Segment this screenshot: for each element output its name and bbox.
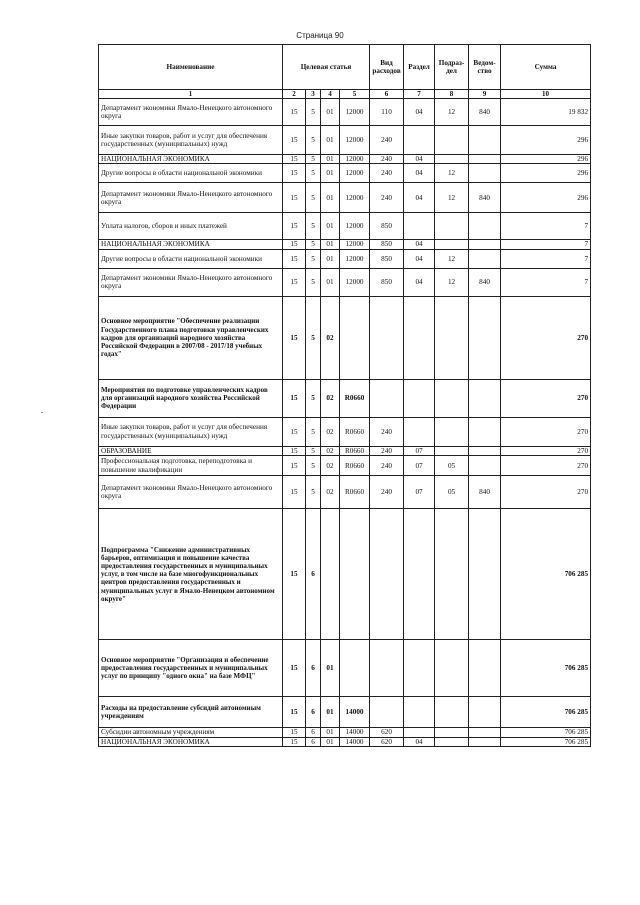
- column-number: 7: [404, 90, 435, 99]
- cell-sum: 706 285: [501, 697, 591, 728]
- cell-sum: 296: [501, 164, 591, 183]
- cell-subsection: [435, 296, 469, 379]
- cell-department: [469, 697, 501, 728]
- cell-subprogram: 5: [306, 476, 321, 509]
- cell-subprogram: 5: [306, 164, 321, 183]
- cell-direction: 12000: [340, 249, 370, 268]
- table-row: [99, 728, 591, 737]
- cell-section: [404, 417, 435, 446]
- table-row: [99, 509, 591, 640]
- cell-name: Департамент экономики Ямало-Ненецкого автономного округа: [99, 183, 283, 213]
- cell-section: 04: [404, 99, 435, 126]
- cell-department: [469, 509, 501, 640]
- table-row: [99, 640, 591, 697]
- cell-section: [404, 697, 435, 728]
- cell-subprogram: 6: [306, 640, 321, 697]
- cell-program: 15: [283, 296, 306, 379]
- cell-direction: [340, 640, 370, 697]
- cell-subsection: 05: [435, 476, 469, 509]
- cell-subsection: [435, 728, 469, 737]
- cell-direction: 12000: [340, 99, 370, 126]
- cell-name: Другие вопросы в области национальной экономики: [99, 164, 283, 183]
- cell-subsection: [435, 509, 469, 640]
- cell-direction: [340, 509, 370, 640]
- cell-program: 15: [283, 164, 306, 183]
- cell-subsection: [435, 155, 469, 164]
- cell-sum: 270: [501, 476, 591, 509]
- cell-direction: R0660: [340, 446, 370, 455]
- cell-expense-type: 240: [370, 164, 404, 183]
- table-row: [99, 697, 591, 728]
- cell-program: 15: [283, 249, 306, 268]
- cell-expense-type: [370, 296, 404, 379]
- table-row: [99, 155, 591, 164]
- cell-sum: 7: [501, 213, 591, 240]
- cell-subsection: 12: [435, 164, 469, 183]
- cell-department: [469, 640, 501, 697]
- cell-subsection: [435, 379, 469, 417]
- table-row: [99, 476, 591, 509]
- cell-subsection: 12: [435, 99, 469, 126]
- cell-subsection: [435, 213, 469, 240]
- cell-section: 07: [404, 446, 435, 455]
- cell-sum: 296: [501, 126, 591, 155]
- cell-activity: 01: [321, 640, 340, 697]
- cell-sum: 706 285: [501, 509, 591, 640]
- cell-sum: 270: [501, 379, 591, 417]
- cell-section: [404, 126, 435, 155]
- column-number: 10: [501, 90, 591, 99]
- header-target-article: Целевая статья: [283, 45, 370, 90]
- header-expense-type: Вид расходов: [370, 45, 404, 90]
- cell-name: ОБРАЗОВАНИЕ: [99, 446, 283, 455]
- cell-name: НАЦИОНАЛЬНАЯ ЭКОНОМИКА: [99, 240, 283, 249]
- table-row: [99, 183, 591, 213]
- column-number: 3: [306, 90, 321, 99]
- cell-name: Департамент экономики Ямало-Ненецкого автономного округа: [99, 268, 283, 296]
- cell-subsection: [435, 640, 469, 697]
- cell-section: 07: [404, 456, 435, 476]
- cell-subsection: [435, 446, 469, 455]
- cell-name: Расходы на предоставление субсидий автономным учреждениям: [99, 697, 283, 728]
- cell-section: [404, 728, 435, 737]
- cell-program: 15: [283, 417, 306, 446]
- cell-section: 04: [404, 249, 435, 268]
- cell-department: 840: [469, 476, 501, 509]
- cell-direction: R0660: [340, 417, 370, 446]
- cell-name: Подпрограмма "Снижение административных барьеров, оптимизация и повышение качества предоставления государственных и муниципальных услуг, в том числе на базе многофункциональных центров предоставления государственных и муниципальных услуг в Ямало-Ненецком автономном округе": [99, 509, 283, 640]
- cell-sum: 270: [501, 456, 591, 476]
- cell-name: Департамент экономики Ямало-Ненецкого автономного округа: [99, 99, 283, 126]
- cell-sum: 270: [501, 417, 591, 446]
- cell-direction: 12000: [340, 268, 370, 296]
- cell-direction: 12000: [340, 183, 370, 213]
- cell-department: [469, 164, 501, 183]
- cell-expense-type: 240: [370, 417, 404, 446]
- cell-expense-type: 850: [370, 213, 404, 240]
- table-row: [99, 249, 591, 268]
- cell-department: [469, 126, 501, 155]
- cell-subprogram: 5: [306, 126, 321, 155]
- cell-sum: 296: [501, 155, 591, 164]
- cell-activity: 01: [321, 737, 340, 746]
- cell-subsection: [435, 240, 469, 249]
- cell-expense-type: 240: [370, 446, 404, 455]
- cell-expense-type: 850: [370, 240, 404, 249]
- cell-program: 15: [283, 99, 306, 126]
- cell-expense-type: 850: [370, 249, 404, 268]
- budget-table: [98, 44, 591, 747]
- cell-direction: R0660: [340, 476, 370, 509]
- cell-program: 15: [283, 509, 306, 640]
- table-head: [99, 45, 591, 99]
- table-row: [99, 296, 591, 379]
- cell-sum: 7: [501, 268, 591, 296]
- header-sum: Сумма: [501, 45, 591, 90]
- cell-subprogram: 6: [306, 728, 321, 737]
- cell-expense-type: [370, 379, 404, 417]
- cell-program: 15: [283, 640, 306, 697]
- cell-activity: 02: [321, 456, 340, 476]
- cell-subsection: [435, 417, 469, 446]
- cell-expense-type: 620: [370, 728, 404, 737]
- cell-program: 15: [283, 456, 306, 476]
- cell-direction: [340, 296, 370, 379]
- cell-sum: 706 285: [501, 728, 591, 737]
- header-subsection: Подраз-дел: [435, 45, 469, 90]
- cell-direction: R0660: [340, 456, 370, 476]
- cell-sum: 296: [501, 183, 591, 213]
- cell-department: [469, 240, 501, 249]
- cell-department: [469, 249, 501, 268]
- cell-program: 15: [283, 476, 306, 509]
- cell-subsection: 12: [435, 249, 469, 268]
- cell-subprogram: 5: [306, 249, 321, 268]
- cell-expense-type: [370, 697, 404, 728]
- cell-sum: 706 285: [501, 640, 591, 697]
- cell-direction: 12000: [340, 155, 370, 164]
- table-row: [99, 446, 591, 455]
- cell-activity: 02: [321, 296, 340, 379]
- column-number: 4: [321, 90, 340, 99]
- cell-direction: 12000: [340, 240, 370, 249]
- cell-activity: 01: [321, 155, 340, 164]
- cell-activity: 01: [321, 240, 340, 249]
- cell-department: [469, 155, 501, 164]
- cell-subprogram: 5: [306, 155, 321, 164]
- cell-subsection: [435, 697, 469, 728]
- cell-department: [469, 296, 501, 379]
- cell-expense-type: 850: [370, 268, 404, 296]
- cell-subprogram: 5: [306, 268, 321, 296]
- cell-activity: 01: [321, 268, 340, 296]
- cell-sum: 706 285: [501, 737, 591, 746]
- cell-section: 04: [404, 155, 435, 164]
- cell-program: 15: [283, 213, 306, 240]
- cell-section: 07: [404, 476, 435, 509]
- cell-name: Мероприятия по подготовке управленческих кадров для организаций народного хозяйства Российской Федерации: [99, 379, 283, 417]
- table-body: [99, 99, 591, 747]
- cell-activity: 01: [321, 728, 340, 737]
- header-department: Ведом-ство: [469, 45, 501, 90]
- cell-subprogram: 5: [306, 213, 321, 240]
- cell-expense-type: 110: [370, 99, 404, 126]
- cell-department: [469, 379, 501, 417]
- cell-subprogram: 5: [306, 99, 321, 126]
- cell-section: 04: [404, 737, 435, 746]
- cell-name: Основное мероприятие "Обеспечение реализации Государственного плана подготовки управленческих кадров для организаций народного хозяйства Российской Федерации в 2007/08 - 2017/18 учебных годах": [99, 296, 283, 379]
- cell-department: [469, 728, 501, 737]
- page-number-label: Страница 90: [296, 31, 344, 40]
- cell-expense-type: 620: [370, 737, 404, 746]
- cell-subprogram: 6: [306, 737, 321, 746]
- header-name: Наименование: [99, 45, 283, 90]
- cell-subsection: 12: [435, 268, 469, 296]
- cell-department: [469, 737, 501, 746]
- table-row: [99, 240, 591, 249]
- cell-expense-type: 240: [370, 476, 404, 509]
- table-row: [99, 99, 591, 126]
- cell-expense-type: [370, 640, 404, 697]
- column-number: 8: [435, 90, 469, 99]
- cell-name: Иные закупки товаров, работ и услуг для обеспечения государственных (муниципальных) нужд: [99, 126, 283, 155]
- cell-department: [469, 417, 501, 446]
- cell-department: 840: [469, 99, 501, 126]
- cell-subprogram: 5: [306, 183, 321, 213]
- cell-department: [469, 213, 501, 240]
- cell-direction: 14000: [340, 697, 370, 728]
- cell-name: Профессиональная подготовка, переподготовка и повышение квалификации: [99, 456, 283, 476]
- cell-section: 04: [404, 268, 435, 296]
- cell-section: 04: [404, 240, 435, 249]
- table-row: [99, 456, 591, 476]
- table-row: [99, 164, 591, 183]
- cell-activity: 01: [321, 249, 340, 268]
- cell-direction: 12000: [340, 213, 370, 240]
- table-row: [99, 126, 591, 155]
- cell-activity: 01: [321, 183, 340, 213]
- cell-section: 04: [404, 164, 435, 183]
- cell-department: 840: [469, 183, 501, 213]
- cell-department: [469, 456, 501, 476]
- cell-name: Субсидии автономным учреждениям: [99, 728, 283, 737]
- cell-section: [404, 296, 435, 379]
- cell-department: 840: [469, 268, 501, 296]
- cell-direction: 12000: [340, 164, 370, 183]
- cell-program: 15: [283, 697, 306, 728]
- cell-program: 15: [283, 155, 306, 164]
- cell-direction: 12000: [340, 126, 370, 155]
- header-row: [99, 45, 591, 90]
- scan-speck: [41, 412, 43, 413]
- cell-expense-type: 240: [370, 155, 404, 164]
- cell-subprogram: 5: [306, 296, 321, 379]
- cell-program: 15: [283, 379, 306, 417]
- cell-name: НАЦИОНАЛЬНАЯ ЭКОНОМИКА: [99, 737, 283, 746]
- cell-direction: R0660: [340, 379, 370, 417]
- cell-program: 15: [283, 268, 306, 296]
- cell-subsection: 05: [435, 456, 469, 476]
- column-number: 6: [370, 90, 404, 99]
- cell-section: [404, 379, 435, 417]
- table-row: [99, 417, 591, 446]
- column-number-row: [99, 90, 591, 99]
- cell-name: Департамент экономики Ямало-Ненецкого автономного округа: [99, 476, 283, 509]
- cell-subprogram: 5: [306, 456, 321, 476]
- cell-expense-type: 240: [370, 456, 404, 476]
- cell-activity: 01: [321, 213, 340, 240]
- cell-activity: 01: [321, 99, 340, 126]
- cell-subsection: [435, 126, 469, 155]
- cell-subprogram: 5: [306, 417, 321, 446]
- cell-program: 15: [283, 240, 306, 249]
- cell-subprogram: 6: [306, 509, 321, 640]
- cell-name: НАЦИОНАЛЬНАЯ ЭКОНОМИКА: [99, 155, 283, 164]
- table-row: [99, 213, 591, 240]
- cell-sum: 270: [501, 296, 591, 379]
- cell-section: [404, 640, 435, 697]
- cell-name: Другие вопросы в области национальной экономики: [99, 249, 283, 268]
- cell-subprogram: 5: [306, 379, 321, 417]
- cell-subprogram: 5: [306, 240, 321, 249]
- cell-activity: 01: [321, 126, 340, 155]
- cell-section: [404, 213, 435, 240]
- column-number: 9: [469, 90, 501, 99]
- cell-sum: 7: [501, 240, 591, 249]
- column-number: 1: [99, 90, 283, 99]
- table-row: [99, 268, 591, 296]
- cell-direction: 14000: [340, 737, 370, 746]
- column-number: 2: [283, 90, 306, 99]
- column-number: 5: [340, 90, 370, 99]
- cell-activity: 01: [321, 164, 340, 183]
- cell-sum: 19 832: [501, 99, 591, 126]
- table-row: [99, 737, 591, 746]
- cell-section: [404, 509, 435, 640]
- cell-activity: [321, 509, 340, 640]
- cell-sum: 7: [501, 249, 591, 268]
- cell-subprogram: 6: [306, 697, 321, 728]
- cell-sum: 270: [501, 446, 591, 455]
- cell-name: Уплата налогов, сборов и иных платежей: [99, 213, 283, 240]
- cell-subsection: [435, 737, 469, 746]
- cell-direction: 14000: [340, 728, 370, 737]
- cell-section: 04: [404, 183, 435, 213]
- cell-name: Иные закупки товаров, работ и услуг для обеспечения государственных (муниципальных) нужд: [99, 417, 283, 446]
- cell-activity: 02: [321, 379, 340, 417]
- cell-program: 15: [283, 126, 306, 155]
- cell-activity: 02: [321, 476, 340, 509]
- cell-program: 15: [283, 183, 306, 213]
- cell-subsection: 12: [435, 183, 469, 213]
- cell-expense-type: 240: [370, 183, 404, 213]
- table-row: [99, 379, 591, 417]
- cell-program: 15: [283, 737, 306, 746]
- cell-subprogram: 5: [306, 446, 321, 455]
- cell-activity: 01: [321, 697, 340, 728]
- cell-expense-type: 240: [370, 126, 404, 155]
- cell-department: [469, 446, 501, 455]
- header-section: Раздел: [404, 45, 435, 90]
- cell-program: 15: [283, 728, 306, 737]
- cell-program: 15: [283, 446, 306, 455]
- cell-activity: 02: [321, 417, 340, 446]
- cell-activity: 02: [321, 446, 340, 455]
- cell-name: Основное мероприятие "Организация и обеспечение предоставления государственных и муниципальных услуг по принципу "одного окна" на базе МФЦ": [99, 640, 283, 697]
- cell-expense-type: [370, 509, 404, 640]
